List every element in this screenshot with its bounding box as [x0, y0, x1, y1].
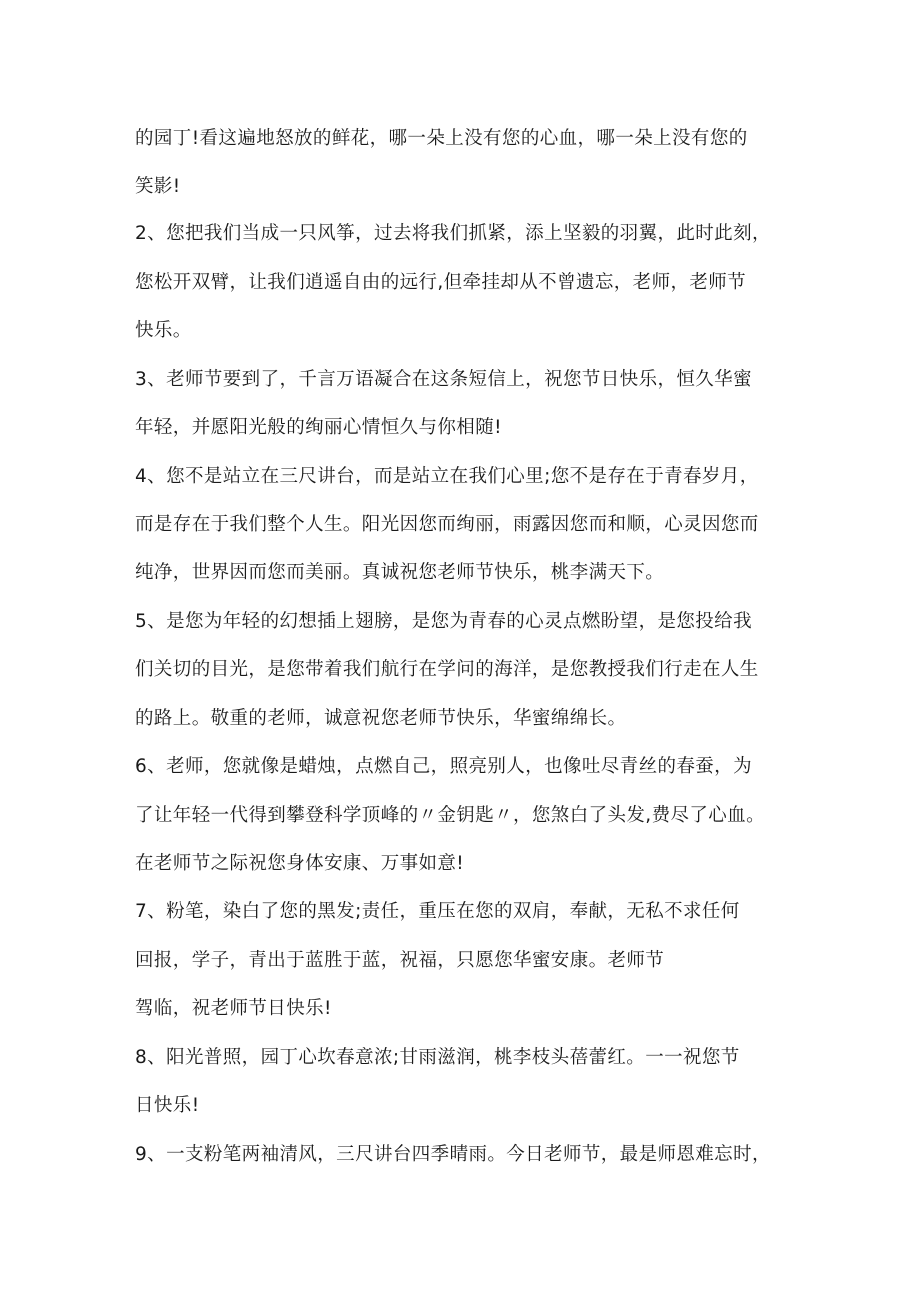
text-line: 驾临，祝老师节日快乐!	[135, 998, 332, 1019]
text-line: 在老师节之际祝您身体安康、万事如意!	[135, 853, 465, 874]
text-line: 们关切的目光，是您带着我们航行在学问的海洋，是您教授我们行走在人生	[135, 659, 759, 680]
text-line: 的园丁!看这遍地怒放的鲜花，哪一朵上没有您的心血，哪一朵上没有您的	[135, 128, 748, 149]
text-line: 6、老师，您就像是蜡烛，点燃自己，照亮别人，也像吐尽青丝的春蚕，为	[135, 756, 752, 777]
text-line: 回报，学子，青出于蓝胜于蓝，祝福，只愿您华蜜安康。老师节	[135, 950, 665, 971]
text-line: 纯净，世界因而您而美丽。真诚祝您老师节快乐，桃李满天下。	[135, 562, 665, 583]
text-line: 3、老师节要到了，千言万语凝合在这条短信上，祝您节日快乐，恒久华蜜	[135, 369, 752, 390]
text-line: 而是存在于我们整个人生。阳光因您而绚丽，雨露因您而和顺，心灵因您而	[135, 514, 759, 535]
text-line: 您松开双臂，让我们逍遥自由的远行,但牵挂却从不曾遗忘，老师，老师节	[135, 272, 747, 293]
text-line: 2、您把我们当成一只风筝，过去将我们抓紧，添上坚毅的羽翼，此时此刻，	[135, 223, 771, 244]
text-line: 7、粉笔，染白了您的黑发;责任，重压在您的双肩，奉献，无私不求任何	[135, 901, 740, 922]
text-line: 年轻，并愿阳光般的绚丽心情恒久与你相随!	[135, 417, 502, 438]
text-line: 4、您不是站立在三尺讲台，而是站立在我们心里;您不是存在于青春岁月，	[135, 466, 759, 487]
text-line: 9、一支粉笔两袖清风，三尺讲台四季晴雨。今日老师节，最是师恩难忘时，	[135, 1144, 771, 1165]
text-line: 8、阳光普照，园丁心坎春意浓;甘雨滋润，桃李枝头蓓蕾红。一一祝您节	[135, 1047, 740, 1068]
text-line: 了让年轻一代得到攀登科学顶峰的〃金钥匙〃，您煞白了头发,费尽了心血。	[135, 805, 765, 826]
text-line: 快乐。	[135, 320, 192, 341]
text-line: 5、是您为年轻的幻想插上翅膀，是您为青春的心灵点燃盼望，是您投给我	[135, 611, 752, 632]
text-line: 笑影!	[135, 176, 181, 197]
text-line: 的路上。敬重的老师，诚意祝您老师节快乐，华蜜绵绵长。	[135, 708, 627, 729]
text-line: 日快乐!	[135, 1095, 200, 1116]
